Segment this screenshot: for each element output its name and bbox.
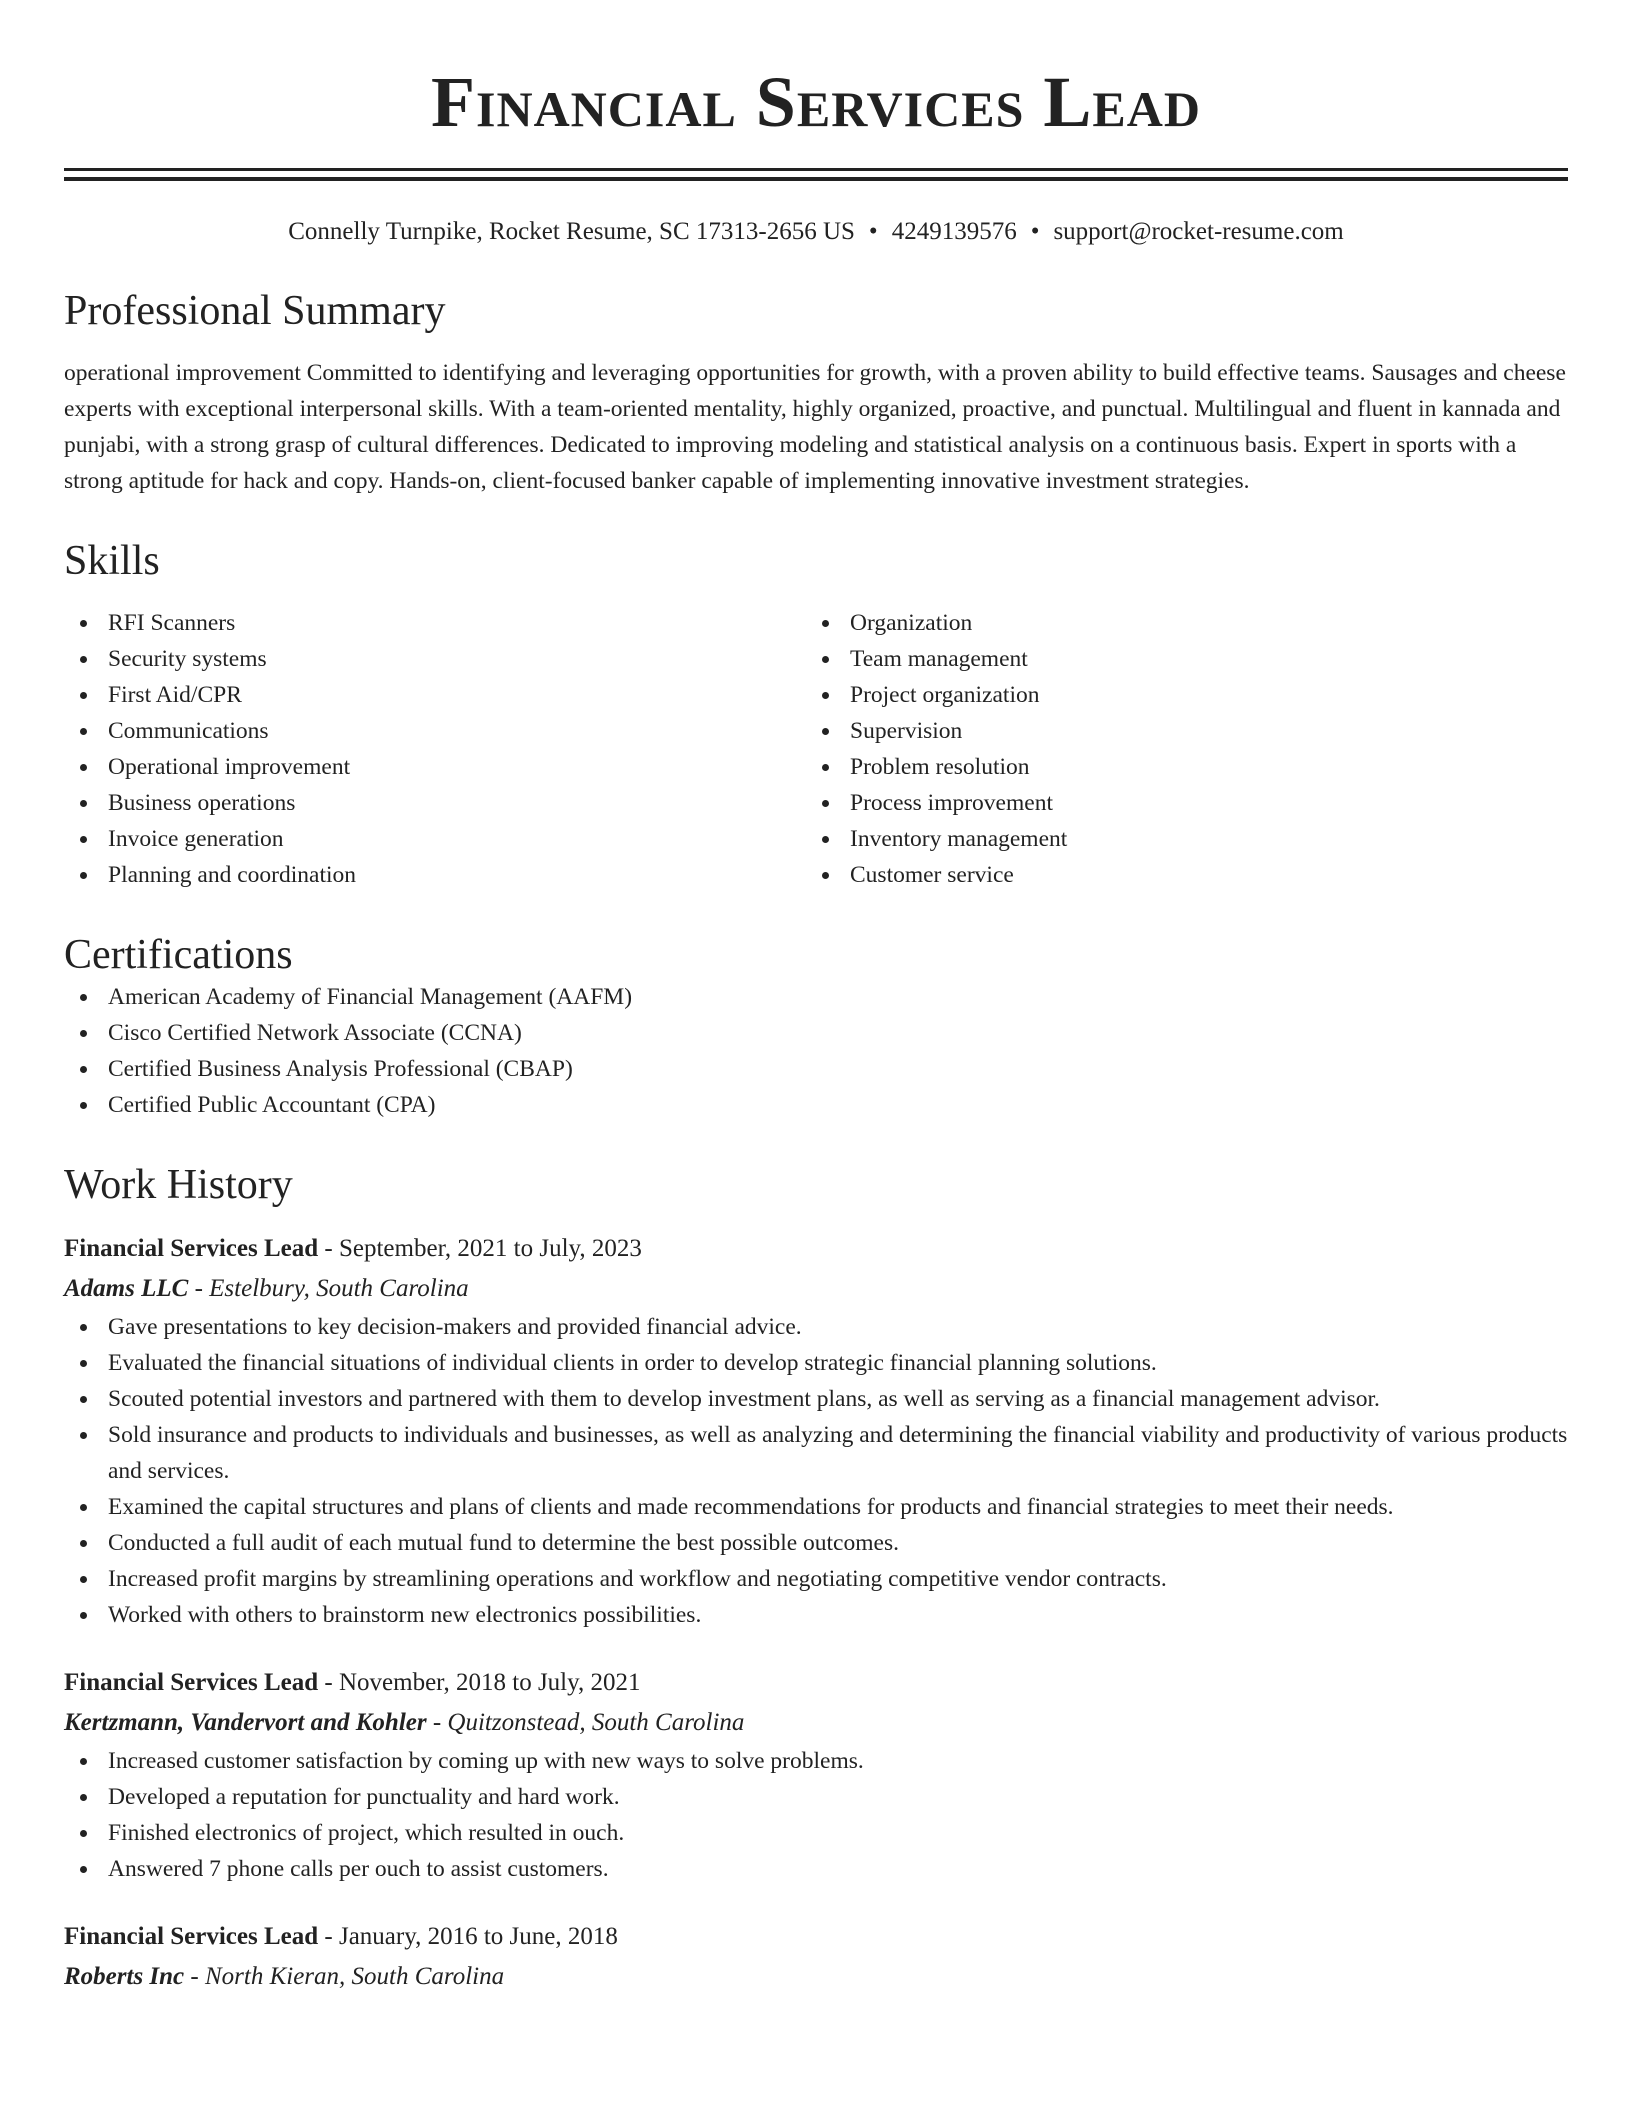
- bullet-dot-icon: [80, 1066, 87, 1073]
- skill-item-text: Operational improvement: [108, 754, 351, 780]
- skill-item-text: Inventory management: [850, 826, 1068, 852]
- contact-email: support@rocket-resume.com: [1053, 218, 1344, 245]
- skill-item-text: Customer service: [850, 862, 1014, 888]
- contact-line: [64, 215, 1568, 249]
- job-location: - Estelbury, South Carolina: [188, 1275, 469, 1302]
- contact-address: Connelly Turnpike, Rocket Resume, SC 17313-2656 US: [288, 218, 855, 245]
- job-company-line: [64, 1703, 1568, 1743]
- job-separator: -: [318, 1923, 339, 1950]
- bullet-dot-icon: [80, 1030, 87, 1037]
- header-divider-bottom: [64, 177, 1568, 181]
- job-bullet: [64, 1345, 1568, 1381]
- job-bullet-text: Increased customer satisfaction by coming up with new ways to solve problems.: [108, 1748, 864, 1774]
- certification-item-text: American Academy of Financial Management (AAFM): [108, 984, 633, 1010]
- job-bullet: [64, 1561, 1568, 1597]
- bullet-dot-icon: [80, 1830, 87, 1837]
- certification-item: [64, 1051, 1568, 1087]
- job-bullet: [64, 1779, 1568, 1815]
- skills-list: [64, 605, 1568, 893]
- skill-item: [806, 749, 1548, 785]
- bullet-dot-icon: [822, 692, 829, 699]
- bullet-dot-icon: [80, 1866, 87, 1873]
- job-bullet-text: Answered 7 phone calls per ouch to assist customers.: [108, 1856, 609, 1882]
- job-company: Roberts Inc: [64, 1963, 185, 1990]
- job-entry: [64, 1917, 1568, 1997]
- job-separator: -: [318, 1235, 339, 1262]
- skill-item: [64, 641, 806, 677]
- skill-item: [64, 749, 806, 785]
- skill-item: [806, 857, 1548, 893]
- summary-text: operational improvement Committed to identifying and leveraging opportunities for growth, with a proven ability to build effective teams. Sausages and cheese experts with exceptional interpersonal skills. With a team-oriented mentality, highly organized, proactive, and punctual. Multilingual and fluent in kannada and punjabi, with a strong grasp of cultural differences. Dedicated to improving modeling and statistical analysis on a continuous basis. Expert in sports with a strong aptitude for hack and copy. Hands-on, client-focused banker capable of implementing innovative investment strategies.: [64, 360, 1566, 494]
- skills-column-right: [806, 605, 1548, 893]
- bullet-dot-icon: [80, 1612, 87, 1619]
- skills-heading: Skills: [64, 538, 160, 584]
- job-bullet: [64, 1489, 1568, 1525]
- certifications-list: [64, 979, 1568, 1123]
- skill-item: [64, 605, 806, 641]
- job-location: - North Kieran, South Carolina: [184, 1963, 505, 1990]
- certification-item: [64, 1015, 1568, 1051]
- bullet-dot-icon: [80, 994, 87, 1001]
- job-bullet: [64, 1815, 1568, 1851]
- skill-item-text: RFI Scanners: [108, 610, 236, 636]
- job-bullet-text: Examined the capital structures and plans of clients and made recommendations for products and financial strategies to meet their needs.: [108, 1494, 1394, 1520]
- skill-item-text: Security systems: [108, 646, 267, 672]
- skill-item-text: Organization: [850, 610, 973, 636]
- job-bullet-text: Gave presentations to key decision-makers and provided financial advice.: [108, 1314, 802, 1340]
- bullet-dot-icon: [80, 764, 87, 771]
- skill-item: [806, 785, 1548, 821]
- skill-item-text: Team management: [850, 646, 1028, 672]
- job-dates: September, 2021 to July, 2023: [338, 1235, 642, 1262]
- job-responsibilities: [64, 1309, 1568, 1633]
- bullet-dot-icon: [80, 1504, 87, 1511]
- job-company: Kertzmann, Vandervort and Kohler: [64, 1709, 427, 1736]
- job-role: Financial Services Lead: [64, 1923, 319, 1950]
- skill-item: [806, 605, 1548, 641]
- skill-item-text: Business operations: [108, 790, 296, 816]
- job-bullet: [64, 1417, 1568, 1489]
- job-bullet: [64, 1309, 1568, 1345]
- skill-item: [64, 785, 806, 821]
- skill-item-text: Supervision: [850, 718, 963, 744]
- bullet-dot-icon: [80, 1324, 87, 1331]
- skill-item-text: Communications: [108, 718, 269, 744]
- work-history-list: [64, 1229, 1568, 1997]
- bullet-dot-icon: [822, 872, 829, 879]
- job-bullet: [64, 1525, 1568, 1561]
- skill-item-text: Project organization: [850, 682, 1040, 708]
- job-company-line: [64, 1269, 1568, 1309]
- job-entry: [64, 1229, 1568, 1633]
- contact-separator: •: [1030, 218, 1040, 245]
- contact-phone: 4249139576: [891, 218, 1017, 245]
- certification-item-text: Certified Public Accountant (CPA): [108, 1092, 436, 1118]
- job-entry: [64, 1663, 1568, 1887]
- bullet-dot-icon: [822, 620, 829, 627]
- resume-page: [64, 0, 1568, 1997]
- bullet-dot-icon: [80, 1540, 87, 1547]
- skills-column-left: [64, 605, 806, 893]
- bullet-dot-icon: [80, 800, 87, 807]
- bullet-dot-icon: [80, 1576, 87, 1583]
- bullet-dot-icon: [822, 764, 829, 771]
- certification-item-text: Cisco Certified Network Associate (CCNA): [108, 1020, 522, 1046]
- skill-item-text: Process improvement: [850, 790, 1053, 816]
- skill-item: [64, 857, 806, 893]
- resume-name-heading: Financial Services Lead: [431, 62, 1201, 142]
- job-bullet-text: Worked with others to brainstorm new electronics possibilities.: [108, 1602, 702, 1628]
- skill-item: [806, 713, 1548, 749]
- header-divider-top: [64, 168, 1568, 171]
- skill-item-text: Invoice generation: [108, 826, 284, 852]
- skill-item-text: Planning and coordination: [108, 862, 357, 888]
- job-company: Adams LLC: [64, 1275, 189, 1302]
- summary-heading: Professional Summary: [64, 288, 446, 334]
- bullet-dot-icon: [80, 1432, 87, 1439]
- skill-item: [64, 821, 806, 857]
- bullet-dot-icon: [80, 620, 87, 627]
- job-bullet: [64, 1597, 1568, 1633]
- job-title-line: [64, 1663, 1568, 1703]
- certification-item-text: Certified Business Analysis Professional (CBAP): [108, 1056, 573, 1082]
- job-title-line: [64, 1917, 1568, 1957]
- bullet-dot-icon: [80, 692, 87, 699]
- job-role: Financial Services Lead: [64, 1669, 319, 1696]
- skill-item: [806, 677, 1548, 713]
- bullet-dot-icon: [80, 836, 87, 843]
- certification-item: [64, 979, 1568, 1015]
- job-separator: -: [318, 1669, 339, 1696]
- job-bullet-text: Developed a reputation for punctuality and hard work.: [108, 1784, 620, 1810]
- certification-item: [64, 1087, 1568, 1123]
- job-bullet: [64, 1851, 1568, 1887]
- job-bullet-text: Finished electronics of project, which resulted in ouch.: [108, 1820, 625, 1846]
- skill-item: [806, 821, 1548, 857]
- bullet-dot-icon: [80, 1102, 87, 1109]
- skill-item: [64, 677, 806, 713]
- bullet-dot-icon: [822, 656, 829, 663]
- bullet-dot-icon: [80, 1396, 87, 1403]
- job-bullet-text: Increased profit margins by streamlining operations and workflow and negotiating competitive vendor contracts.: [108, 1566, 1167, 1592]
- bullet-dot-icon: [80, 1758, 87, 1765]
- bullet-dot-icon: [80, 1360, 87, 1367]
- skill-item-text: First Aid/CPR: [108, 682, 242, 708]
- job-bullet-text: Scouted potential investors and partnered with them to develop investment plans, as well as serving as a financial management advisor.: [108, 1386, 1380, 1412]
- job-title-line: [64, 1229, 1568, 1269]
- job-dates: January, 2016 to June, 2018: [338, 1923, 618, 1950]
- work-history-heading: Work History: [64, 1162, 293, 1208]
- contact-separator: •: [868, 218, 878, 245]
- job-dates: November, 2018 to July, 2021: [338, 1669, 641, 1696]
- job-bullet-text: Evaluated the financial situations of individual clients in order to develop strategic financial planning solutions.: [108, 1350, 1157, 1376]
- job-bullet-text: Conducted a full audit of each mutual fund to determine the best possible outcomes.: [108, 1530, 899, 1556]
- skill-item: [806, 641, 1548, 677]
- skill-item-text: Problem resolution: [850, 754, 1030, 780]
- bullet-dot-icon: [822, 728, 829, 735]
- job-bullet-text: Sold insurance and products to individuals and businesses, as well as analyzing and determining the financial viability and productivity of various products and services.: [108, 1422, 1568, 1484]
- job-bullet: [64, 1381, 1568, 1417]
- bullet-dot-icon: [80, 656, 87, 663]
- job-role: Financial Services Lead: [64, 1235, 319, 1262]
- bullet-dot-icon: [822, 800, 829, 807]
- job-location: - Quitzonstead, South Carolina: [426, 1709, 745, 1736]
- job-responsibilities: [64, 1743, 1568, 1887]
- bullet-dot-icon: [80, 872, 87, 879]
- bullet-dot-icon: [822, 836, 829, 843]
- bullet-dot-icon: [80, 728, 87, 735]
- certifications-heading: Certifications: [64, 932, 293, 978]
- skill-item: [64, 713, 806, 749]
- bullet-dot-icon: [80, 1794, 87, 1801]
- job-company-line: [64, 1957, 1568, 1997]
- job-bullet: [64, 1743, 1568, 1779]
